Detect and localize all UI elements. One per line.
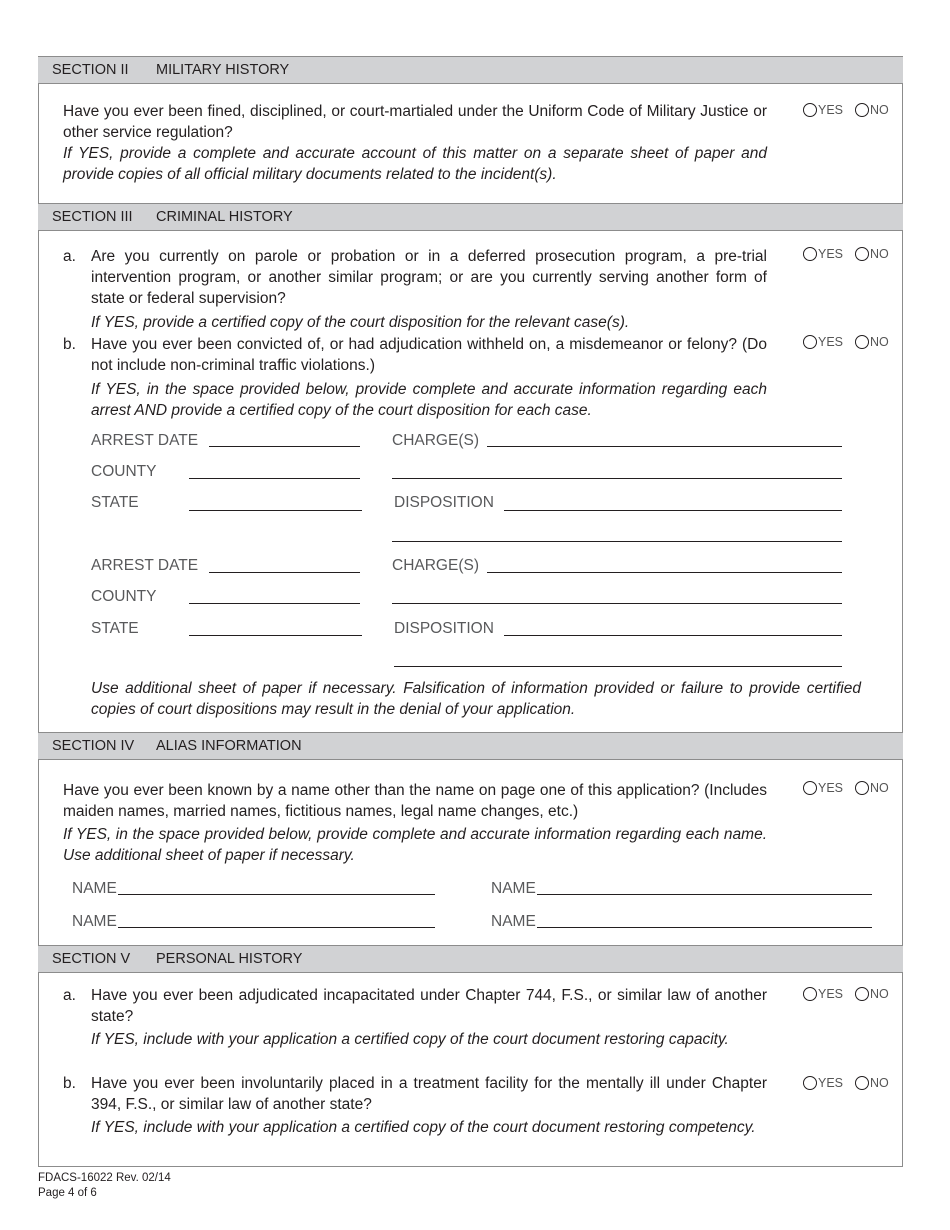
question-text: Have you ever been convicted of, or had adjudication withheld on, a misdemeanor or felony? (Do not include non-criminal traffic violations.) [91,336,767,374]
section-5-question-a [91,985,767,1050]
arrest-date-field[interactable] [209,446,360,447]
instruction-text: If YES, include with your application a certified copy of the court document restoring competency. [91,1119,756,1136]
disposition-label: DISPOSITION [394,494,494,511]
yes-label: YES [818,335,844,349]
section-2-question [63,101,767,185]
section-5-header [38,945,903,973]
form-id: FDACS-16022 Rev. 02/14 [38,1172,171,1184]
question-b-marker: b. [63,336,76,353]
section-3-question-b [91,334,767,421]
no-radio[interactable] [855,247,869,261]
no-radio[interactable] [855,987,869,1001]
yes-radio[interactable] [803,1076,817,1090]
charges-field-continued[interactable] [392,603,842,604]
yes-radio[interactable] [803,335,817,349]
yes-label: YES [818,103,844,117]
yes-label: YES [818,1076,844,1090]
name-label: NAME [491,880,536,897]
section-title: MILITARY HISTORY [156,62,290,78]
charges-field[interactable] [487,446,842,447]
question-text: Have you ever been known by a name other than the name on page one of this application? (Includes maiden names, married names, fictitious names, legal name changes, etc.) [63,782,767,820]
no-label: NO [870,781,889,795]
question-text: Have you ever been involuntarily placed in a treatment facility for the mentally ill under Chapter 394, F.S., or similar law of another state? [91,1075,767,1113]
arrest-date-label: ARREST DATE [91,432,199,449]
question-text: Are you currently on parole or probation or in a deferred prosecution program, a pre-trial intervention program, or another similar program; or are you currently serving another form of state or federal supervision? [91,248,767,307]
county-field[interactable] [189,603,360,604]
section-2-header [38,56,903,84]
yes-radio[interactable] [803,247,817,261]
instruction-text: If YES, include with your application a certified copy of the court document restoring capacity. [91,1031,729,1048]
instruction-text: If YES, in the space provided below, provide complete and accurate information regarding each name. Use additional sheet of paper if necessary. [63,826,767,864]
instruction-text: If YES, provide a complete and accurate account of this matter on a separate sheet of paper and provide copies of all official military documents related to the incident(s). [63,145,767,183]
yes-radio[interactable] [803,103,817,117]
arrest-date-label: ARREST DATE [91,557,199,574]
alias-name-field-1[interactable] [118,894,435,895]
section-number: SECTION II [52,62,129,78]
instruction-text: If YES, provide a certified copy of the court disposition for the relevant case(s). [91,314,630,331]
section-3b-yes-no [803,334,889,350]
county-label: COUNTY [91,588,157,605]
no-radio[interactable] [855,335,869,349]
section-title: PERSONAL HISTORY [156,951,303,967]
no-label: NO [870,987,889,1001]
no-label: NO [870,1076,889,1090]
section-3-header [38,203,903,231]
disposition-field-continued[interactable] [394,666,842,667]
section-number: SECTION III [52,209,133,225]
no-label: NO [870,103,889,117]
yes-radio[interactable] [803,781,817,795]
alias-name-field-4[interactable] [537,927,872,928]
name-label: NAME [72,880,117,897]
state-field[interactable] [189,635,362,636]
name-label: NAME [491,913,536,930]
name-label: NAME [72,913,117,930]
section-number: SECTION V [52,951,131,967]
section-title: CRIMINAL HISTORY [156,209,293,225]
alias-name-field-2[interactable] [537,894,872,895]
question-b-marker: b. [63,1075,76,1092]
section-3-question-a [91,246,767,333]
county-field[interactable] [189,478,360,479]
no-radio[interactable] [855,103,869,117]
no-radio[interactable] [855,781,869,795]
no-radio[interactable] [855,1076,869,1090]
section-number: SECTION IV [52,738,135,754]
arrest-date-field[interactable] [209,572,360,573]
alias-name-field-3[interactable] [118,927,435,928]
state-field[interactable] [189,510,362,511]
section-4-question [63,780,767,866]
section-3a-yes-no [803,246,889,262]
no-label: NO [870,335,889,349]
instruction-text: If YES, in the space provided below, provide complete and accurate information regarding each arrest AND provide a certified copy of the court disposition for each case. [91,381,767,419]
yes-label: YES [818,781,844,795]
yes-label: YES [818,247,844,261]
section-4-yes-no [803,780,889,796]
page-number: Page 4 of 6 [38,1187,97,1199]
charges-label: CHARGE(S) [392,557,479,574]
charges-label: CHARGE(S) [392,432,479,449]
question-a-marker: a. [63,248,76,265]
charges-field-continued[interactable] [392,478,842,479]
yes-radio[interactable] [803,987,817,1001]
question-text: Have you ever been adjudicated incapacitated under Chapter 744, F.S., or similar law of another state? [91,987,767,1025]
section-2-yes-no [803,102,889,118]
section-5b-yes-no [803,1075,889,1091]
section-3-note: Use additional sheet of paper if necessary. Falsification of information provided or failure to provide certified copies of court dispositions may result in the denial of your application. [91,680,861,718]
county-label: COUNTY [91,463,157,480]
no-label: NO [870,247,889,261]
charges-field[interactable] [487,572,842,573]
question-a-marker: a. [63,987,76,1004]
disposition-field-continued[interactable] [392,541,842,542]
disposition-field[interactable] [504,635,842,636]
state-label: STATE [91,620,139,637]
state-label: STATE [91,494,139,511]
section-title: ALIAS INFORMATION [156,738,302,754]
section-5-question-b [91,1073,767,1138]
question-text: Have you ever been fined, disciplined, or court-martialed under the Uniform Code of Military Justice or other service regulation? [63,103,767,141]
yes-label: YES [818,987,844,1001]
disposition-label: DISPOSITION [394,620,494,637]
section-4-header [38,732,903,760]
disposition-field[interactable] [504,510,842,511]
section-5a-yes-no [803,986,889,1002]
